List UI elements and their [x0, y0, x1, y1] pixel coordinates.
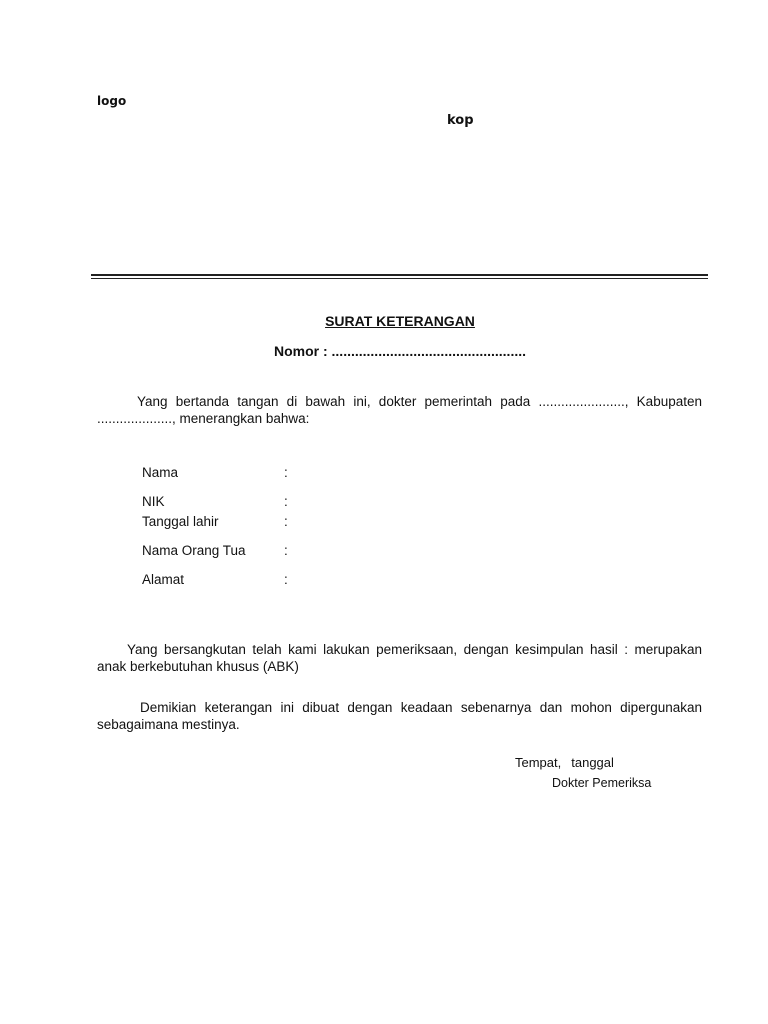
logo-placeholder: logo	[97, 94, 127, 108]
signature-place-date	[515, 755, 614, 770]
header-divider-thin	[91, 278, 708, 279]
field-colon-nik: :	[284, 494, 288, 509]
field-colon-nama: :	[284, 465, 288, 480]
field-label-nama: Nama	[142, 465, 179, 480]
field-label-nik: NIK	[142, 494, 165, 509]
document-number: Nomor : ..................................................	[273, 343, 527, 359]
conclusion-paragraph: Yang bersangkutan telah kami lakukan pemeriksaan, dengan kesimpulan hasil : merupakan anak berkebutuhan khusus (ABK)	[97, 642, 702, 674]
document-title: SURAT KETERANGAN	[325, 313, 475, 329]
signature-date: tanggal	[571, 755, 614, 770]
field-label-alamat: Alamat	[142, 572, 185, 587]
field-colon-nama-orang-tua: :	[284, 543, 288, 558]
letterhead-placeholder: kop	[447, 113, 474, 128]
intro-paragraph: Yang bertanda tangan di bawah ini, dokter pemerintah pada ......................., Kabupaten ...................., menerangkan bahwa:	[97, 394, 702, 426]
field-label-tanggal-lahir: Tanggal lahir	[142, 514, 219, 529]
field-colon-tanggal-lahir: :	[284, 514, 288, 529]
signature-place: Tempat,	[515, 755, 562, 770]
header-divider-thick	[91, 274, 708, 276]
signature-doctor-title: Dokter Pemeriksa	[552, 776, 652, 790]
field-colon-alamat: :	[284, 572, 288, 587]
field-label-nama-orang-tua: Nama Orang Tua	[142, 543, 246, 558]
closing-paragraph: Demikian keterangan ini dibuat dengan keadaan sebenarnya dan mohon dipergunakan sebagaimana mestinya.	[97, 700, 702, 732]
